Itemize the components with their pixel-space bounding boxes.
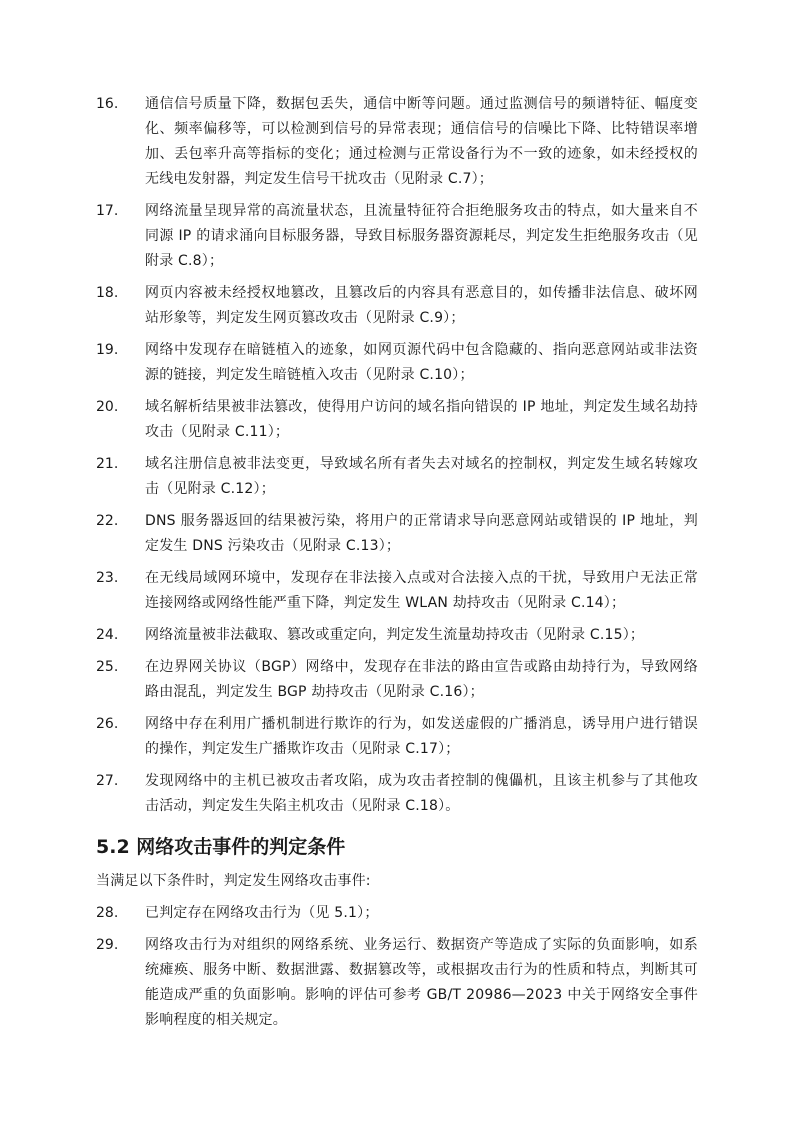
item-text: DNS 服务器返回的结果被污染，将用户的正常请求导向恶意网站或错误的 IP 地址，判定发生 DNS 污染攻击（见附录 C.13）； <box>145 513 698 554</box>
item-number: 23. <box>96 570 119 586</box>
item-text: 在边界网关协议（BGP）网络中，发现存在非法的路由宣告或路由劫持行为，导致网络路由混乱，判定发生 BGP 劫持攻击（见附录 C.16）； <box>145 659 698 700</box>
item-text: 网络流量被非法截取、篡改或重定向，判定发生流量劫持攻击（见附录 C.15）； <box>145 627 645 643</box>
list-item <box>96 655 698 705</box>
section-heading: 5.2 网络攻击事件的判定条件 <box>96 836 346 858</box>
list-item <box>96 199 698 274</box>
list-item <box>96 933 698 1033</box>
list-item <box>96 566 698 616</box>
item-number: 29. <box>96 937 119 953</box>
section-intro: 当满足以下条件时，判定发生网络攻击事件: <box>96 873 371 889</box>
item-number: 19. <box>96 342 119 358</box>
item-text: 已判定存在网络攻击行为（见 5.1）； <box>145 905 379 921</box>
item-text: 网络中存在利用广播机制进行欺诈的行为，如发送虚假的广播消息，诱导用户进行错误的操作，判定发生广播欺诈攻击（见附录 C.17）； <box>145 716 698 757</box>
item-text: 网络中发现存在暗链植入的迹象，如网页源代码中包含隐藏的、指向恶意网站或非法资源的链接，判定发生暗链植入攻击（见附录 C.10）； <box>145 342 698 383</box>
item-number: 21. <box>96 456 119 472</box>
item-number: 24. <box>96 627 119 643</box>
item-text: 网络攻击行为对组织的网络系统、业务运行、数据资产等造成了实际的负面影响，如系统瘫痪、服务中断、数据泄露、数据篡改等，或根据攻击行为的性质和特点，判断其可能造成严重的负面影响。影响的评估可参考 GB/T 20986—2023 中关于网络安全事件影响程度的相关规定。 <box>145 937 698 1028</box>
item-text: 域名解析结果被非法篡改，使得用户访问的域名指向错误的 IP 地址，判定发生域名劫持攻击（见附录 C.11）； <box>145 399 698 440</box>
list-item <box>96 769 698 819</box>
item-number: 20. <box>96 399 119 415</box>
item-number: 28. <box>96 905 119 921</box>
item-text: 在无线局域网环境中，发现存在非法接入点或对合法接入点的干扰，导致用户无法正常连接网络或网络性能严重下降，判定发生 WLAN 劫持攻击（见附录 C.14）； <box>145 570 698 611</box>
list-item <box>96 395 698 445</box>
list-item <box>96 338 698 388</box>
list-item <box>96 281 698 331</box>
item-number: 18. <box>96 285 119 301</box>
item-number: 16. <box>96 96 119 112</box>
item-text: 域名注册信息被非法变更，导致域名所有者失去对域名的控制权，判定发生域名转嫁攻击（见附录 C.12）； <box>145 456 698 497</box>
list-item <box>96 452 698 502</box>
list-item <box>96 92 698 192</box>
item-text: 网页内容被未经授权地篡改，且篡改后的内容具有恶意目的，如传播非法信息、破坏网站形象等，判定发生网页篡改攻击（见附录 C.9）； <box>145 285 698 326</box>
item-number: 26. <box>96 716 119 732</box>
item-number: 17. <box>96 203 119 219</box>
list-item <box>96 901 698 926</box>
item-text: 通信信号质量下降，数据包丢失，通信中断等问题。通过监测信号的频谱特征、幅度变化、频率偏移等，可以检测到信号的异常表现；通信信号的信噪比下降、比特错误率增加、丢包率升高等指标的变化；通过检测与正常设备行为不一致的迹象，如未经授权的无线电发射器，判定发生信号干扰攻击（见附录 C.7）； <box>145 96 698 187</box>
item-number: 22. <box>96 513 119 529</box>
list-item <box>96 623 698 648</box>
item-text: 发现网络中的主机已被攻击者攻陷，成为攻击者控制的傀儡机，且该主机参与了其他攻击活动，判定发生失陷主机攻击（见附录 C.18）。 <box>145 773 698 814</box>
event-criteria-list <box>96 901 698 1033</box>
list-item <box>96 712 698 762</box>
item-number: 27. <box>96 773 119 789</box>
item-text: 网络流量呈现异常的高流量状态，且流量特征符合拒绝服务攻击的特点，如大量来自不同源 IP 的请求涌向目标服务器，导致目标服务器资源耗尽，判定发生拒绝服务攻击（见附录 C.8）； <box>145 203 698 269</box>
item-number: 25. <box>96 659 119 675</box>
list-item <box>96 509 698 559</box>
criteria-list-continued <box>96 92 698 819</box>
